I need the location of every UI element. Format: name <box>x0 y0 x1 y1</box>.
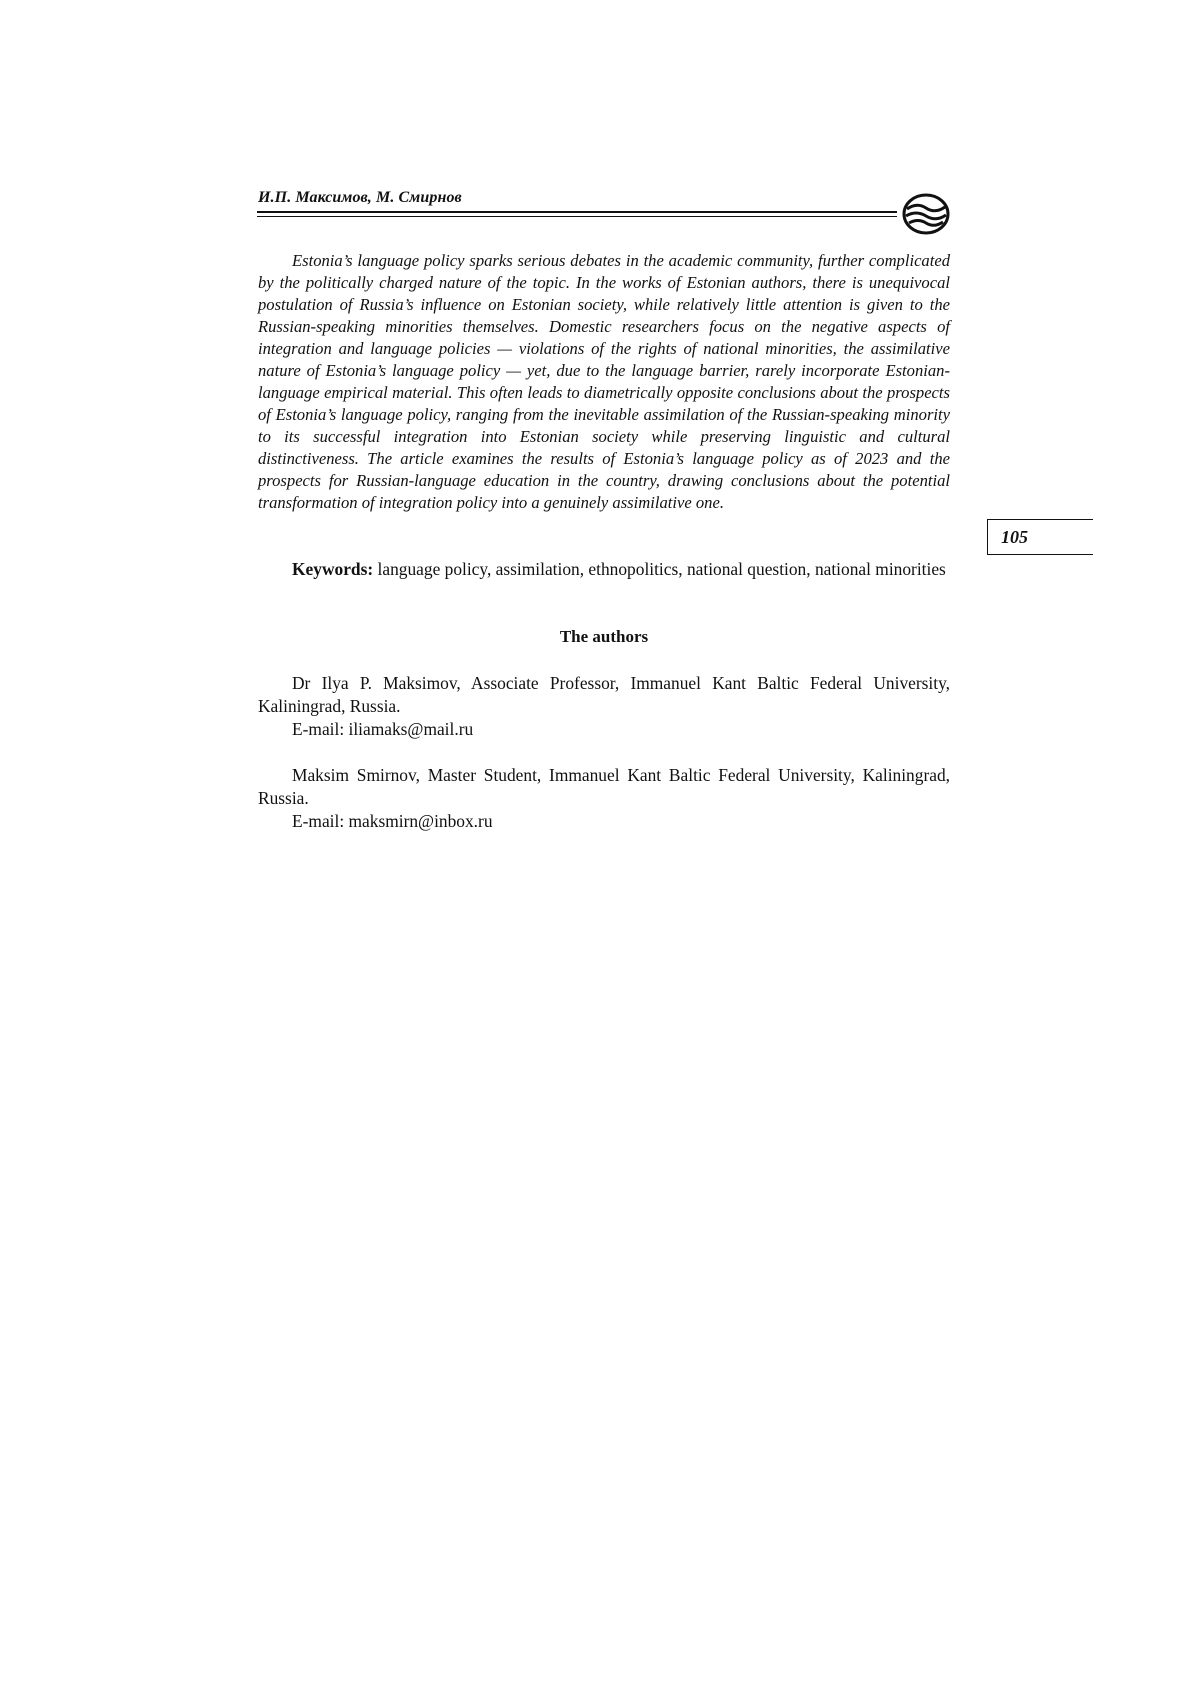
keywords-label: Keywords: <box>292 559 374 579</box>
authors-heading: The authors <box>559 627 649 646</box>
journal-wave-logo-icon <box>901 192 951 236</box>
author-affiliation: Dr Ilya P. Maksimov, Associate Professor, Immanuel Kant Baltic Federal University, Kaliningrad, Russia. <box>258 673 950 716</box>
author-email: E-mail: iliamaks@mail.ru <box>292 719 474 739</box>
page-number: 105 <box>1001 527 1028 547</box>
author-email: E-mail: maksmirn@inbox.ru <box>292 811 493 831</box>
running-head: И.П. Максимов, М. Смирнов <box>258 189 462 206</box>
keywords <box>258 558 950 581</box>
keywords-text: language policy, assimilation, ethnopolitics, national question, national minorities <box>377 559 946 579</box>
header-rule-thin <box>257 216 897 217</box>
author-affiliation: Maksim Smirnov, Master Student, Immanuel Kant Baltic Federal University, Kaliningrad, Russia. <box>258 765 950 808</box>
author-entry <box>258 672 950 741</box>
page-number-box <box>987 519 1093 555</box>
author-entry <box>258 764 950 833</box>
abstract-text: Estonia’s language policy sparks serious debates in the academic community, further complicated by the politically charged nature of the topic. In the works of Estonian authors, there is unequivocal postulation of Russia’s influence on Estonian society, while relatively little attention is given to the Russian-speaking minorities themselves. Domestic researchers focus on the negative aspects of integration and language policies — violations of the rights of national minorities, the assimilative nature of Estonia’s language policy — yet, due to the language barrier, rarely incorporate Estonian-language empirical material. This often leads to diametrically opposite conclusions about the prospects of Estonia’s language policy, ranging from the inevitable assimilation of the Russian-speaking minority to its successful integration into Estonian society while preserving linguistic and cultural distinctiveness. The article examines the results of Estonia’s language policy as of 2023 and the prospects for Russian-language education in the country, drawing conclusions about the potential transformation of integration policy into a genuinely assimilative one. <box>258 251 950 512</box>
header-rule-thick <box>257 211 897 213</box>
